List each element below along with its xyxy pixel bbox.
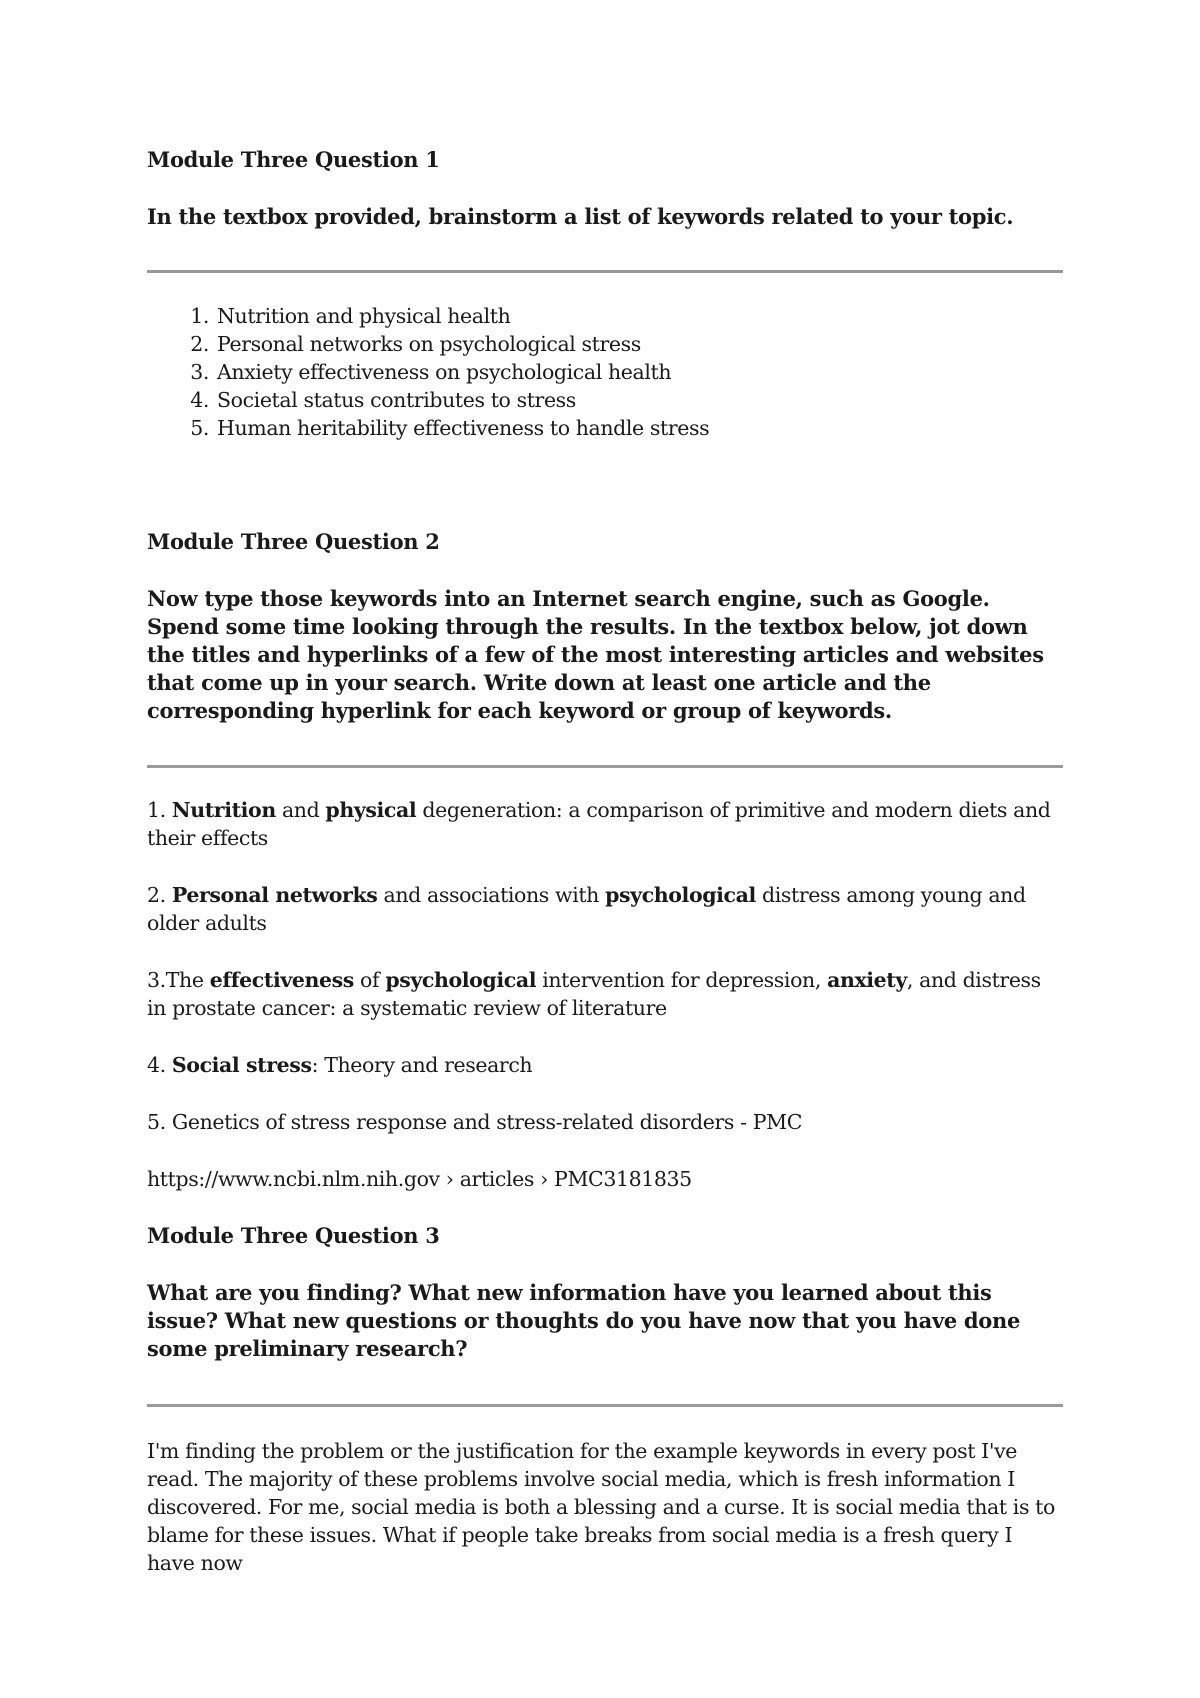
q3-heading: Module Three Question 3 [147,1223,440,1248]
q3-divider [147,1404,1063,1407]
keyword-text: Human heritability effectiveness to handle stress [217,416,710,440]
article-keyword: effectiveness [209,968,354,992]
article-keyword: Social stress [171,1053,312,1077]
keyword-item [147,302,709,330]
article-text: degeneration: a comparison of primitive and modern diets and their effects [147,798,1051,850]
article-number: 3.The [147,968,210,992]
keyword-list [147,302,709,442]
article-text: and [275,798,326,822]
document-page [147,0,1063,1698]
keyword-number: 2. [190,332,209,356]
keyword-text: Nutrition and physical health [217,304,511,328]
article-text: and associations with [377,883,606,907]
article-keyword: physical [325,798,417,822]
article-5: 5. Genetics of stress response and stress-related disorders - PMC [147,1110,802,1134]
q1-heading: Module Three Question 1 [147,147,440,172]
article-text: : Theory and research [311,1053,533,1077]
keyword-number: 5. [190,416,209,440]
keyword-item [147,386,709,414]
article-keyword: Nutrition [171,798,276,822]
article-keyword: psychological [385,968,537,992]
article-keyword: anxiety [827,968,907,992]
article-text: distress among young and older adults [147,883,1026,935]
article-3 [147,966,1063,1022]
keyword-item [147,414,709,442]
q3-answer: I'm finding the problem or the justification for the example keywords in every post I've read. The majority of these problems involve social media, which is fresh information I discovered. For me, social media is both a blessing and a curse. It is social media that is to blame for these issues. What if people take breaks from social media is a fresh query I have now [147,1439,1055,1575]
article-number: 1. [147,798,172,822]
article-number: 2. [147,883,172,907]
q1-prompt: In the textbox provided, brainstorm a list of keywords related to your topic. [147,204,1014,229]
article-number: 4. [147,1053,172,1077]
article-2 [147,881,1063,937]
article-1 [147,796,1063,852]
keyword-item [147,358,709,386]
keyword-number: 1. [190,304,209,328]
q3-prompt: What are you finding? What new information have you learned about this issue? What new questions or thoughts do you have now that you have done some preliminary research? [147,1280,1021,1361]
article-text: of [353,968,386,992]
q1-divider [147,270,1063,273]
article-4 [147,1051,1063,1079]
article-text: , and distress in prostate cancer: a systematic review of literature [147,968,1041,1020]
q2-divider [147,765,1063,768]
q2-heading: Module Three Question 2 [147,529,440,554]
keyword-text: Anxiety effectiveness on psychological health [217,360,672,384]
keyword-number: 4. [190,388,209,412]
article-link[interactable]: https://www.ncbi.nlm.nih.gov › articles › PMC3181835 [147,1167,692,1191]
keyword-text: Personal networks on psychological stress [217,332,641,356]
article-keyword: Personal networks [171,883,378,907]
q2-prompt: Now type those keywords into an Internet search engine, such as Google. Spend some time looking through the results. In the textbox below, jot down the titles and hyperlinks of a few of the most interesting articles and websites that come up in your search. Write down at least one article and the corresponding hyperlink for each keyword or group of keywords. [147,586,1044,723]
keyword-number: 3. [190,360,209,384]
keyword-text: Societal status contributes to stress [217,388,576,412]
article-text: intervention for depression, [536,968,828,992]
keyword-item [147,330,709,358]
article-keyword: psychological [605,883,756,907]
